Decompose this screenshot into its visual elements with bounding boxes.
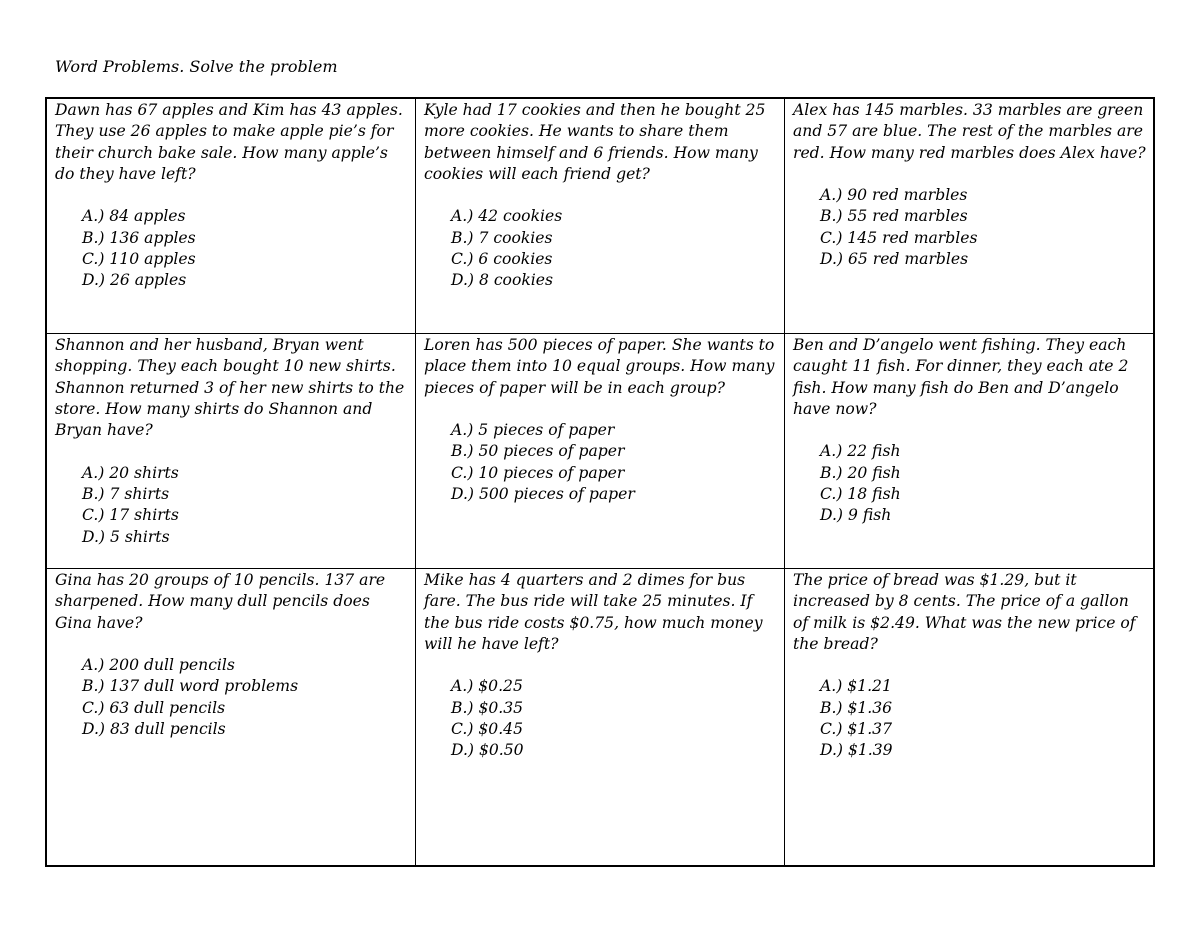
problem-cell-6 bbox=[785, 334, 1153, 569]
answer-option-a: A.) $1.21 bbox=[820, 677, 892, 696]
problem-question: Alex has 145 marbles. 33 marbles are green and 57 are blue. The rest of the marbles are red. How many red marbles does Alex have? bbox=[793, 101, 1146, 162]
answer-option-a: A.) 22 fish bbox=[820, 442, 901, 461]
problem-cell-5 bbox=[416, 334, 785, 569]
answer-options bbox=[793, 441, 1147, 526]
answer-option-d: D.) $1.39 bbox=[820, 741, 893, 760]
problem-question: Mike has 4 quarters and 2 dimes for bus fare. The bus ride will take 25 minutes. If the bus ride costs $0.75, how much money will he have left? bbox=[424, 571, 763, 653]
answer-option-c: C.) 17 shirts bbox=[82, 506, 179, 525]
answer-option-a: A.) 5 pieces of paper bbox=[451, 421, 615, 440]
problem-question: The price of bread was $1.29, but it increased by 8 cents. The price of a gallon of milk is $2.49. What was the new price of the bread? bbox=[793, 571, 1136, 653]
problem-question: Gina has 20 groups of 10 pencils. 137 are sharpened. How many dull pencils does Gina have? bbox=[55, 571, 386, 632]
answer-option-b: B.) 50 pieces of paper bbox=[451, 442, 625, 461]
answer-option-c: C.) 10 pieces of paper bbox=[451, 463, 625, 482]
answer-option-c: C.) $1.37 bbox=[820, 720, 893, 739]
answer-option-b: B.) 7 cookies bbox=[451, 228, 553, 247]
problem-cell-3 bbox=[785, 99, 1153, 334]
problems-table bbox=[45, 97, 1155, 867]
answer-options bbox=[55, 463, 409, 548]
answer-option-b: B.) $0.35 bbox=[451, 698, 524, 717]
answer-option-d: D.) 500 pieces of paper bbox=[451, 485, 635, 504]
answer-options bbox=[424, 206, 778, 291]
answer-options bbox=[55, 655, 409, 740]
problem-question: Dawn has 67 apples and Kim has 43 apples. They use 26 apples to make apple pie’s for their church bake sale. How many apple’s do they have left? bbox=[55, 101, 403, 183]
answer-option-d: D.) 8 cookies bbox=[451, 271, 553, 290]
answer-options bbox=[424, 420, 778, 505]
problem-cell-9 bbox=[785, 569, 1153, 865]
answer-option-a: A.) 42 cookies bbox=[451, 207, 563, 226]
problem-question: Shannon and her husband, Bryan went shopping. They each bought 10 new shirts. Shannon returned 3 of her new shirts to the store. How many shirts do Shannon and Bryan have? bbox=[55, 336, 405, 440]
answer-option-d: D.) 83 dull pencils bbox=[82, 720, 226, 739]
problem-cell-8 bbox=[416, 569, 785, 865]
problem-question: Ben and D’angelo went fishing. They each caught 11 fish. For dinner, they each ate 2 fish. How many fish do Ben and D’angelo have now? bbox=[793, 336, 1129, 418]
answer-options bbox=[793, 185, 1147, 270]
problem-cell-2 bbox=[416, 99, 785, 334]
answer-option-a: A.) 200 dull pencils bbox=[82, 656, 235, 675]
answer-option-b: B.) 137 dull word problems bbox=[82, 677, 299, 696]
answer-option-d: D.) 26 apples bbox=[82, 271, 187, 290]
answer-option-b: B.) 55 red marbles bbox=[820, 207, 968, 226]
problem-question: Loren has 500 pieces of paper. She wants to place them into 10 equal groups. How many pieces of paper will be in each group? bbox=[424, 336, 775, 397]
answer-options bbox=[55, 206, 409, 291]
answer-option-b: B.) 7 shirts bbox=[82, 485, 170, 504]
answer-option-a: A.) 90 red marbles bbox=[820, 186, 968, 205]
answer-option-d: D.) 9 fish bbox=[820, 506, 892, 525]
answer-option-b: B.) 20 fish bbox=[820, 463, 901, 482]
answer-option-c: C.) 145 red marbles bbox=[820, 228, 978, 247]
page-title: Word Problems. Solve the problem bbox=[55, 57, 338, 76]
answer-option-a: A.) 84 apples bbox=[82, 207, 186, 226]
answer-option-c: C.) $0.45 bbox=[451, 720, 524, 739]
answer-option-a: A.) $0.25 bbox=[451, 677, 523, 696]
problem-question: Kyle had 17 cookies and then he bought 25 more cookies. He wants to share them between himself and 6 friends. How many cookies will each friend get? bbox=[424, 101, 766, 183]
answer-option-b: B.) $1.36 bbox=[820, 698, 893, 717]
answer-option-b: B.) 136 apples bbox=[82, 228, 196, 247]
answer-option-d: D.) $0.50 bbox=[451, 741, 524, 760]
problem-cell-1 bbox=[47, 99, 416, 334]
problem-cell-4 bbox=[47, 334, 416, 569]
problem-cell-7 bbox=[47, 569, 416, 865]
answer-option-d: D.) 5 shirts bbox=[82, 527, 170, 546]
answer-option-c: C.) 110 apples bbox=[82, 250, 196, 269]
answer-option-d: D.) 65 red marbles bbox=[820, 250, 969, 269]
answer-options bbox=[424, 676, 778, 761]
answer-option-c: C.) 63 dull pencils bbox=[82, 698, 226, 717]
answer-option-c: C.) 18 fish bbox=[820, 485, 901, 504]
answer-option-c: C.) 6 cookies bbox=[451, 250, 553, 269]
answer-option-a: A.) 20 shirts bbox=[82, 463, 179, 482]
answer-options bbox=[793, 676, 1147, 761]
